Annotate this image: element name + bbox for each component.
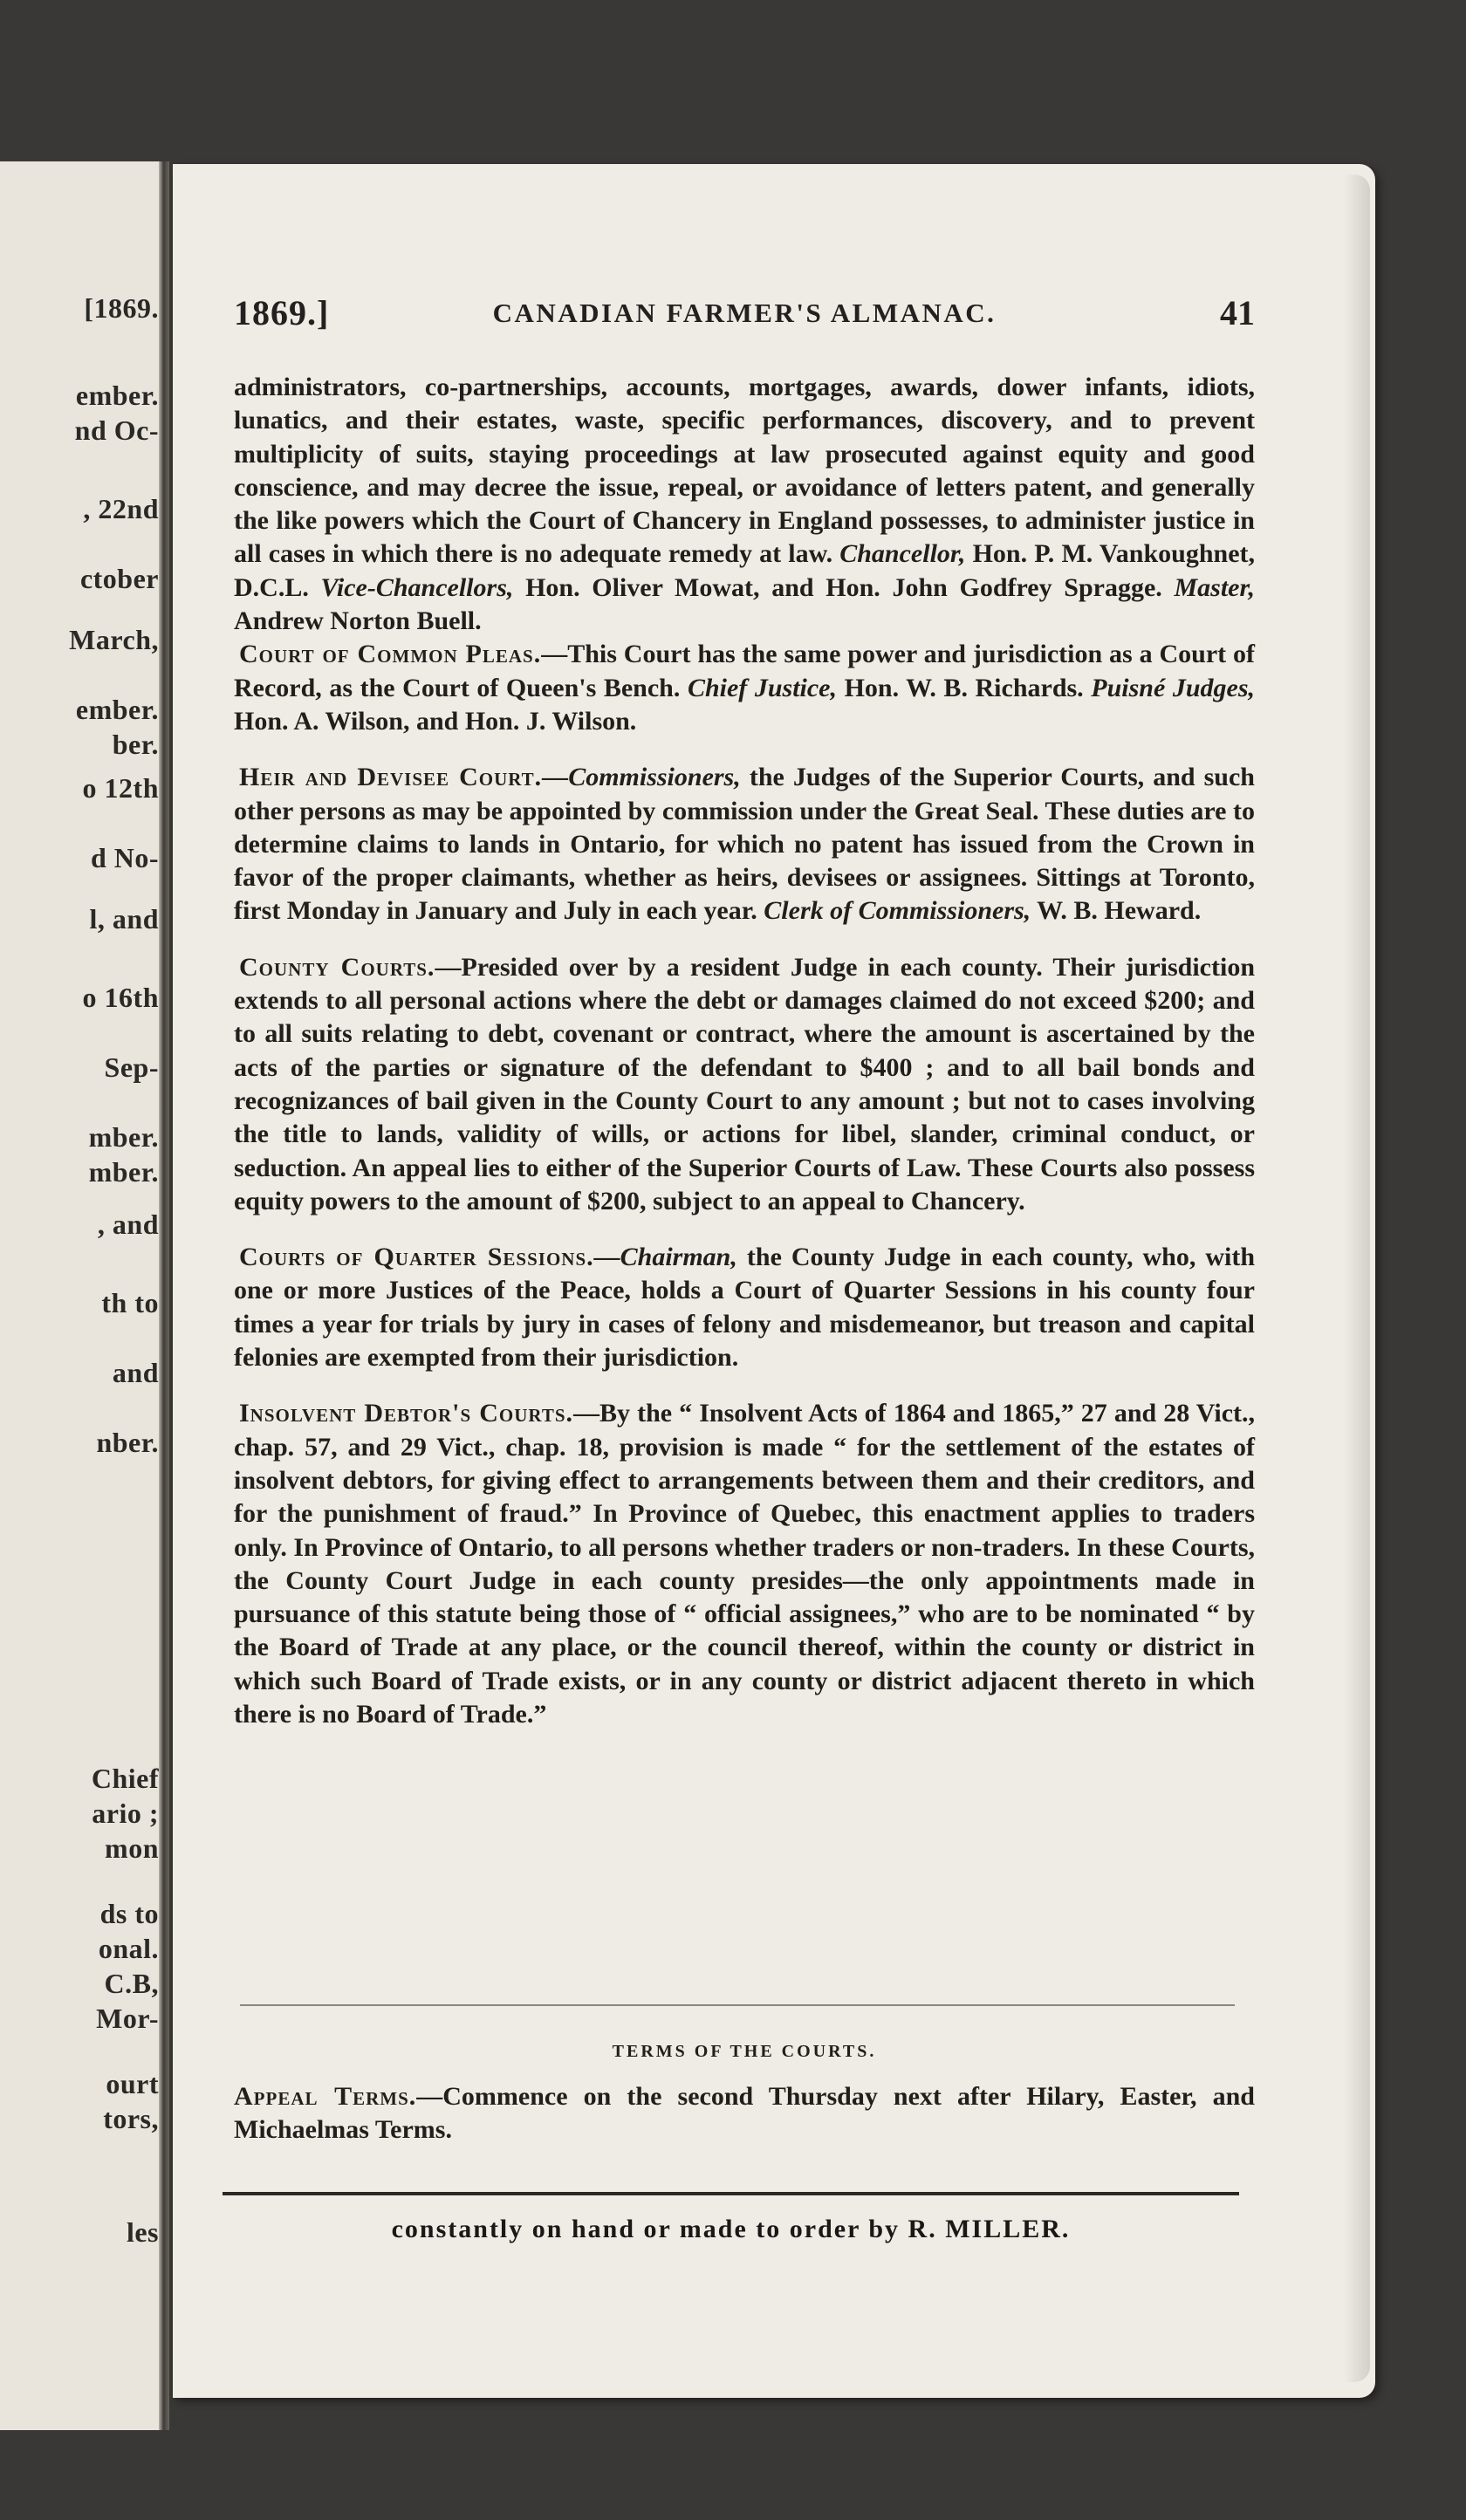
heir-devisee-paragraph: [234, 761, 1255, 928]
body-text: [234, 371, 1255, 1731]
appeal-terms-paragraph: [234, 2080, 1255, 2147]
previous-page-fragment: C.B,: [104, 1968, 159, 1999]
puisne-judges-label: Puisné Judges,: [1091, 673, 1256, 702]
clerk-label: Clerk of Commissioners,: [764, 896, 1031, 926]
chief-justice-label: Chief Justice,: [687, 673, 837, 702]
previous-page-fragment: o 12th: [82, 772, 159, 804]
quarter-sessions-paragraph: [234, 1241, 1255, 1374]
running-head: CANADIAN FARMER'S ALMANAC.: [492, 298, 997, 328]
previous-page-fragment: d No-: [90, 842, 159, 873]
previous-page-fragment: ember.: [75, 380, 159, 411]
puisne-judges-names: Hon. A. Wilson, and Hon. J. Wilson.: [234, 706, 637, 736]
previous-page-fragment: mber.: [88, 1121, 159, 1153]
common-pleas-text: —This Court has the same power and jurisdiction as a Court of Record, as the Court of Queen's Bench.: [234, 640, 1255, 702]
insolvent-paragraph: [234, 1397, 1255, 1731]
chancellor-label: Chancellor,: [839, 539, 966, 569]
footer-rule: [223, 2192, 1239, 2195]
paragraph-gap: [234, 928, 1255, 951]
page-number: 41: [1220, 293, 1255, 332]
previous-page-fragment: ember.: [75, 694, 159, 725]
section-rule: [240, 2004, 1235, 2006]
common-pleas-paragraph: [234, 638, 1255, 738]
insolvent-heading: Insolvent Debtor's Courts.: [239, 1399, 574, 1428]
previous-page-fragment: tors,: [103, 2103, 159, 2134]
book-gutter: [159, 161, 169, 2430]
chancery-continued-paragraph: [234, 371, 1255, 638]
insolvent-text: —By the “ Insolvent Acts of 1864 and 1865,” 27 and 28 Vict., chap. 57, and 29 Vict., chap. 18, provision is made “ for the settlement of the estates of insolvent debtors, for giving effect to arrangements between them and their creditors, and for the punishment of fraud.” In Province of Quebec, this enactment applies to traders only. In Province of Ontario, to all persons whether traders or non-traders. In these Courts, the County Court Judge in each county presides—the only appointments made in pursuance of this statute being those of “ official assignees,” who are to be nominated “ by the Board of Trade at any place, or the council thereof, within the county or district in which such Board of Trade exists, or in any county or district adjacent thereto in which there is no Board of Trade.”: [234, 1399, 1255, 1729]
previous-page-fragment: mon: [105, 1832, 159, 1864]
chancery-text: administrators, co-partnerships, accounts, mortgages, awards, dower infants, idiots, lunatics, and their estates, waste, specific performances, discovery, and to prevent multiplicity of suits, staying proceedings at law prosecuted against equity and good conscience, and may decree the issue, repeal, or avoidance of letters patent, and generally the like powers which the Court of Chancery in England possesses, to administer justice in all cases in which there is no adequate remedy at law.: [234, 373, 1255, 569]
previous-page-fragment: , 22nd: [83, 493, 159, 524]
previous-page-fragment: nber.: [96, 1427, 159, 1458]
previous-page-fragment: l, and: [89, 903, 159, 935]
previous-page-fragment: mber.: [88, 1156, 159, 1188]
quarter-sessions-heading: Courts of Quarter Sessions.: [239, 1243, 594, 1272]
master-label: Master,: [1174, 572, 1256, 602]
county-courts-heading: County Courts.: [239, 952, 435, 982]
appeal-terms-text: —Commence on the second Thursday next after Hilary, Easter, and Michaelmas Terms.: [234, 2082, 1255, 2145]
previous-page-fragment: Mor-: [96, 2003, 159, 2034]
commissioners-label: —Commissioners,: [542, 763, 741, 792]
previous-page-fragment: ctober: [79, 563, 159, 594]
heir-devisee-text: the Judges of the Superior Courts, and such other persons as may be appointed by commission under the Great Seal. These duties are to determine claims to lands in Ontario, for which no patent has issued from the Crown in favor of the proper claimants, whether as heirs, devisees or assignees. Sittings at Toronto, first Monday in January and July in each year.: [234, 763, 1255, 926]
terms-heading: TERMS OF THE COURTS.: [612, 2042, 877, 2061]
previous-page-sliver: [0, 161, 166, 2430]
previous-page-fragment: Chief: [91, 1763, 159, 1794]
header-year: 1869.]: [234, 293, 330, 332]
previous-page-fragment: ds to: [99, 1898, 159, 1929]
previous-page-fragment: o 16th: [82, 982, 159, 1013]
appeal-terms-heading: Appeal Terms.: [234, 2082, 417, 2111]
chief-justice-name: Hon. W. B. Richards.: [844, 673, 1084, 702]
previous-page-fragment: and: [112, 1357, 159, 1388]
clerk-name: W. B. Heward.: [1037, 896, 1202, 926]
previous-page-fragment: th to: [101, 1287, 159, 1318]
page-header: [234, 292, 1255, 336]
previous-page-fragment: les: [126, 2216, 159, 2248]
previous-page-fragment: ario ;: [92, 1798, 159, 1829]
paragraph-gap: [234, 1218, 1255, 1241]
heir-devisee-heading: Heir and Devisee Court.: [239, 763, 543, 792]
chairman-label: —Chairman,: [593, 1243, 737, 1272]
common-pleas-heading: Court of Common Pleas.: [239, 640, 542, 669]
previous-page-fragment: [1869.: [84, 292, 159, 324]
vice-chancellors-label: Vice-Chancellors,: [320, 572, 514, 602]
master-name: Andrew Norton Buell.: [234, 606, 482, 636]
quarter-sessions-text: the County Judge in each county, who, with one or more Justices of the Peace, holds a Court of Quarter Sessions in his county four times a year for trials by jury in cases of felony and misdemeanor, but treason and capital felonies are exempted from their jurisdiction.: [234, 1243, 1256, 1373]
previous-page-fragment: , and: [97, 1209, 159, 1240]
previous-page-fragment: ourt: [106, 2068, 159, 2099]
vice-chancellors-names: Hon. Oliver Mowat, and Hon. John Godfrey Spragge.: [525, 572, 1162, 602]
previous-page-fragment: Sep-: [104, 1051, 159, 1083]
previous-page-fragments: [0, 161, 166, 2430]
previous-page-fragment: March,: [69, 624, 159, 655]
previous-page-fragment: nd Oc-: [74, 414, 159, 446]
previous-page-fragment: ber.: [112, 729, 159, 760]
county-courts-paragraph: [234, 951, 1255, 1218]
chancellor-name: Hon. P. M. Vankoughnet, D.C.L.: [234, 539, 1255, 602]
paragraph-gap: [234, 1374, 1255, 1397]
paragraph-gap: [234, 738, 1255, 761]
previous-page-fragment: onal.: [98, 1933, 159, 1964]
footer-advertisement: constantly on hand or made to order by R. MILLER.: [391, 2215, 1071, 2243]
county-courts-text: —Presided over by a resident Judge in each county. Their jurisdiction extends to all personal actions where the debt or damages claimed do not exceed $200; and to all suits relating to debt, covenant or contract, where the amount is ascertained by the acts of the parties or signature of the defendant to $400 ; and to all bail bonds and recognizances of bail given in the County Court to any amount ; but not to cases involving the title to lands, validity of wills, or actions for libel, slander, criminal conduct, or seduction. An appeal lies to either of the Superior Courts of Law. These Courts also possess equity powers to the amount of $200, subject to an appeal to Chancery.: [234, 952, 1256, 1215]
